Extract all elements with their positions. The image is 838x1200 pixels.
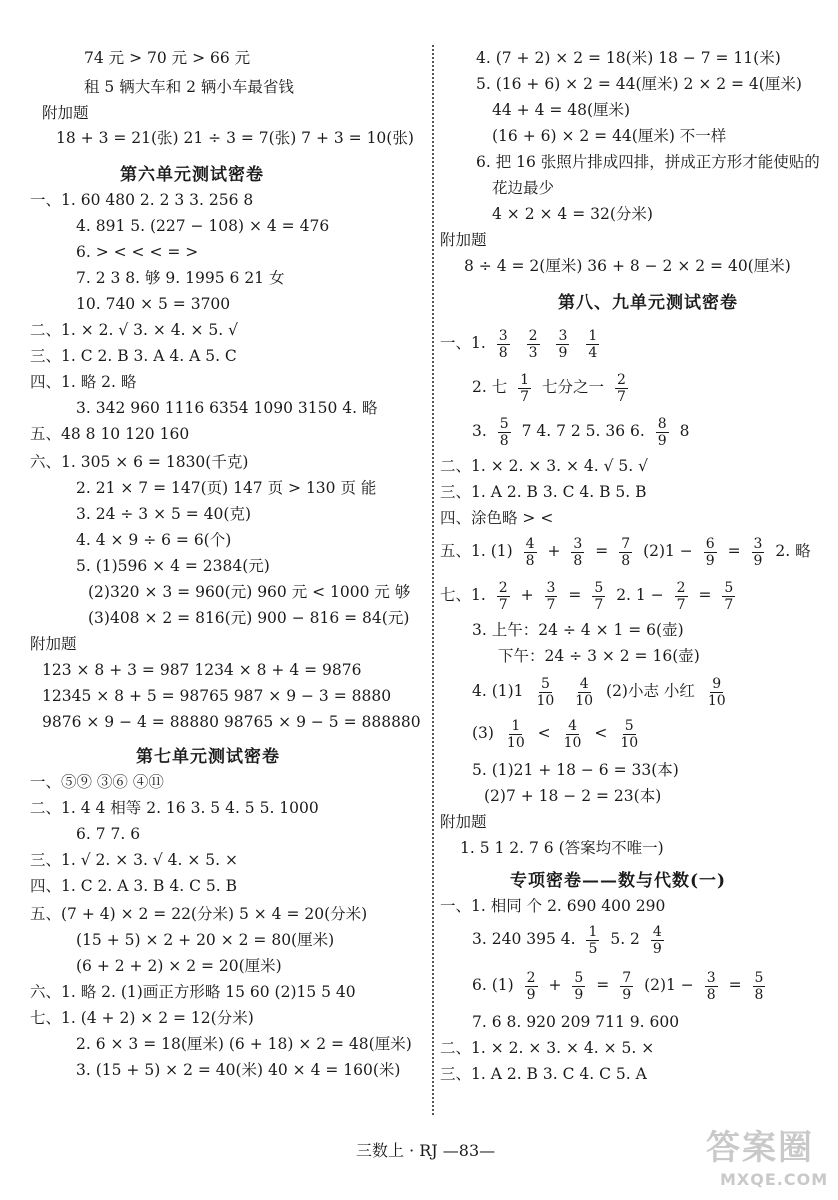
fraction: $\frac{5}{8}$ <box>754 969 764 1003</box>
answer-line: (2)320 × 3 = 960(元) 960 元 < 1000 元 够 <box>88 583 411 601</box>
section-label: 附加题 <box>42 104 89 122</box>
section-label: 附加题 <box>440 231 487 249</box>
fraction: $\frac{2}{7}$ <box>498 579 508 613</box>
answer-line: 六、1. 305 × 6 = 1830(千克) <box>30 453 249 471</box>
fraction: $\frac{5}{10}$ <box>620 717 639 751</box>
answer-line: 4. 4 × 9 ÷ 6 = 6(个) <box>76 531 232 549</box>
answer-line: 44 + 4 = 48(厘米) <box>492 101 631 119</box>
answer-line: 5. (1)21 + 18 − 6 = 33(本) <box>472 761 679 779</box>
answer-line: 3. 24 ÷ 3 × 5 = 40(克) <box>76 505 252 523</box>
answer-line: 12345 × 8 + 5 = 98765 987 × 9 − 3 = 8880 <box>42 687 392 705</box>
answer-line: 3. 342 960 1116 6354 1090 3150 4. 略 <box>76 399 378 417</box>
answer-line <box>440 326 605 361</box>
answer-line: 一、1. 相同 个 2. 690 400 290 <box>440 897 666 915</box>
watermark-url: MXQE.COM <box>720 1170 829 1189</box>
answer-line: 9876 × 9 − 4 = 88880 98765 × 9 − 5 = 888880 <box>42 713 421 731</box>
fraction: $\frac{8}{9}$ <box>657 415 667 449</box>
answer-line: 花边最少 <box>492 179 555 197</box>
answer-line: 4. (1)1 $\frac{5}{10}$ $\frac{4}{10}$ (2)小志 小红 $\frac{9}{10}$ <box>472 675 726 709</box>
answer-line: 7. 6 8. 920 209 711 9. 600 <box>472 1013 680 1031</box>
fraction: $\frac{2}{9}$ <box>526 969 536 1003</box>
fraction: $\frac{4}{10}$ <box>563 717 582 751</box>
fraction: $\frac{3}{8}$ <box>706 969 716 1003</box>
answer-line: 3. $\frac{5}{8}$ 7 4. 7 2 5. 36 6. $\frac{8}{9}$ 8 <box>472 415 690 449</box>
answer-line: (6 + 2 + 2) × 2 = 20(厘米) <box>76 957 282 975</box>
answer-line: 三、1. A 2. B 3. C 4. B 5. B <box>440 483 647 501</box>
column-divider <box>432 45 434 1115</box>
fraction: $\frac{7}{8}$ <box>621 535 631 569</box>
fraction: $\frac{3}{9}$ <box>558 327 568 361</box>
answer-line: 3. 240 395 4. $\frac{1}{5}$ 5. 2 $\frac{4}{9}$ <box>472 923 662 957</box>
fraction: $\frac{5}{9}$ <box>574 969 584 1003</box>
answer-line: 2. 6 × 3 = 18(厘米) (6 + 18) × 2 = 48(厘米) <box>76 1035 412 1053</box>
fraction: $\frac{4}{8}$ <box>525 535 535 569</box>
answer-line: 一、1. 60 480 2. 2 3 3. 256 8 <box>30 191 254 209</box>
section-title: 第七单元测试密卷 <box>136 747 280 767</box>
answer-line: 二、1. × 2. × 3. × 4. √ 5. √ <box>440 457 649 475</box>
answer-line: 3. 上午：24 ÷ 4 × 1 = 6(壶) <box>472 621 684 639</box>
answer-line: 4. (7 + 2) × 2 = 18(米) 18 − 7 = 11(米) <box>476 49 781 67</box>
page-footer: 三数上 · RJ —83— <box>356 1141 496 1160</box>
answer-line: 二、1. 4 4 相等 2. 16 3. 5 4. 5 5. 1000 <box>30 799 319 817</box>
answer-line: 7. 2 3 8. 够 9. 1995 6 21 女 <box>76 269 285 287</box>
answer-line: (16 + 6) × 2 = 44(厘米) 不一样 <box>492 127 727 145</box>
fraction: $\frac{5}{7}$ <box>724 579 734 613</box>
section-title: 第八、九单元测试密卷 <box>558 293 738 313</box>
answer-line: 七、1. (4 + 2) × 2 = 12(分米) <box>30 1009 254 1027</box>
answer-line: 五、(7 + 4) × 2 = 22(分米) 5 × 4 = 20(分米) <box>30 905 368 923</box>
answer-line: 6. (1) $\frac{2}{9}$ + $\frac{5}{9}$ = $\frac{7}{9}$ (2)1 − $\frac{3}{8}$ = $\frac{5}{8}$ <box>472 969 764 1003</box>
fraction: $\frac{3}{9}$ <box>753 535 763 569</box>
answer-line: 五、48 8 10 120 160 <box>30 425 190 443</box>
section-title: 专项密卷——数与代数(一) <box>510 871 727 891</box>
answer-line: 2. 七 $\frac{1}{7}$ 七分之一 $\frac{2}{7}$ <box>472 371 626 405</box>
answer-line: 三、1. A 2. B 3. C 4. C 5. A <box>440 1065 647 1083</box>
answer-line: 下午：24 ÷ 3 × 2 = 16(壶) <box>498 647 700 665</box>
fraction: $\frac{2}{7}$ <box>616 371 626 405</box>
answer-line: (3) $\frac{1}{10}$ < $\frac{4}{10}$ < $\frac{5}{10}$ <box>472 717 639 751</box>
answer-line: 18 + 3 = 21(张) 21 ÷ 3 = 7(张) 7 + 3 = 10(张) <box>56 129 414 147</box>
answer-line: 二、1. × 2. × 3. × 4. × 5. × <box>440 1039 655 1057</box>
fraction: $\frac{2}{7}$ <box>676 579 686 613</box>
fraction: $\frac{1}{5}$ <box>588 923 598 957</box>
answer-line: 74 元 > 70 元 > 66 元 <box>84 49 251 67</box>
answer-line: 租 5 辆大车和 2 辆小车最省钱 <box>84 78 294 96</box>
answer-line: 七、1. $\frac{2}{7}$ + $\frac{3}{7}$ = $\frac{5}{7}$ 2. 1 − $\frac{2}{7}$ = $\frac{5}{7}$ <box>440 579 734 613</box>
answer-line: 四、1. C 2. A 3. B 4. C 5. B <box>30 877 237 895</box>
answer-line: 四、1. 略 2. 略 <box>30 373 137 391</box>
fraction: $\frac{5}{7}$ <box>594 579 604 613</box>
fraction: $\frac{1}{4}$ <box>588 327 598 361</box>
fraction: $\frac{9}{10}$ <box>707 675 726 709</box>
answer-line: 三、1. √ 2. × 3. √ 4. × 5. × <box>30 851 239 869</box>
answer-line: 二、1. × 2. √ 3. × 4. × 5. √ <box>30 321 239 339</box>
answer-line: (15 + 5) × 2 + 20 × 2 = 80(厘米) <box>76 931 335 949</box>
answer-line: 一、⑤⑨ ③⑥ ④⑪ <box>30 773 164 791</box>
section-label: 附加题 <box>440 813 487 831</box>
question-number: 一、1. <box>440 334 486 352</box>
answer-line: 5. (1)596 × 4 = 2384(元) <box>76 557 270 575</box>
answer-line: 6. 7 7. 6 <box>76 825 141 843</box>
fraction: $\frac{7}{9}$ <box>622 969 632 1003</box>
section-title: 第六单元测试密卷 <box>120 165 264 185</box>
answer-line: 3. (15 + 5) × 2 = 40(米) 40 × 4 = 160(米) <box>76 1061 401 1079</box>
answer-line: 四、涂色略 > < <box>440 509 554 527</box>
answer-line: 六、1. 略 2. (1)画正方形略 15 60 (2)15 5 40 <box>30 983 356 1001</box>
answer-line: (3)408 × 2 = 816(元) 900 − 816 = 84(元) <box>88 609 410 627</box>
fraction: $\frac{4}{9}$ <box>652 923 662 957</box>
fraction: $\frac{6}{9}$ <box>705 535 715 569</box>
answer-line: 4. 891 5. (227 − 108) × 4 = 476 <box>76 217 330 235</box>
fraction: $\frac{1}{10}$ <box>506 717 525 751</box>
watermark-mark: 答案圈 <box>706 1128 814 1168</box>
watermark-logo <box>706 1120 832 1196</box>
answer-line: 五、1. (1) $\frac{4}{8}$ + $\frac{3}{8}$ = $\frac{7}{8}$ (2)1 − $\frac{6}{9}$ = $\frac{3}{9}$ 2. 略 <box>440 535 811 569</box>
answer-line: (2)7 + 18 − 2 = 23(本) <box>484 787 662 805</box>
answer-line: 6. > < < < = > <box>76 243 199 261</box>
fraction: $\frac{1}{7}$ <box>520 371 530 405</box>
fraction: $\frac{3}{8}$ <box>573 535 583 569</box>
fraction: $\frac{2}{3}$ <box>528 327 538 361</box>
answer-line: 123 × 8 + 3 = 987 1234 × 8 + 4 = 9876 <box>42 661 362 679</box>
answer-line: 三、1. C 2. B 3. A 4. A 5. C <box>30 347 237 365</box>
fraction: $\frac{5}{10}$ <box>536 675 555 709</box>
answer-line: 8 ÷ 4 = 2(厘米) 36 + 8 − 2 × 2 = 40(厘米) <box>464 257 791 275</box>
fraction: $\frac{5}{8}$ <box>499 415 509 449</box>
answer-line: 4 × 2 × 4 = 32(分米) <box>492 205 653 223</box>
section-label: 附加题 <box>30 635 77 653</box>
answer-line: 6. 把 16 张照片排成四排，拼成正方形才能使贴的 <box>476 153 820 171</box>
answer-line: 5. (16 + 6) × 2 = 44(厘米) 2 × 2 = 4(厘米) <box>476 75 802 93</box>
fraction: $\frac{3}{7}$ <box>546 579 556 613</box>
answer-line: 1. 5 1 2. 7 6 (答案均不唯一) <box>460 839 664 857</box>
fraction: $\frac{3}{8}$ <box>498 327 508 361</box>
answer-line: 10. 740 × 5 = 3700 <box>76 295 231 313</box>
fraction: $\frac{4}{10}$ <box>575 675 594 709</box>
answer-line: 2. 21 × 7 = 147(页) 147 页 > 130 页 能 <box>76 479 377 497</box>
